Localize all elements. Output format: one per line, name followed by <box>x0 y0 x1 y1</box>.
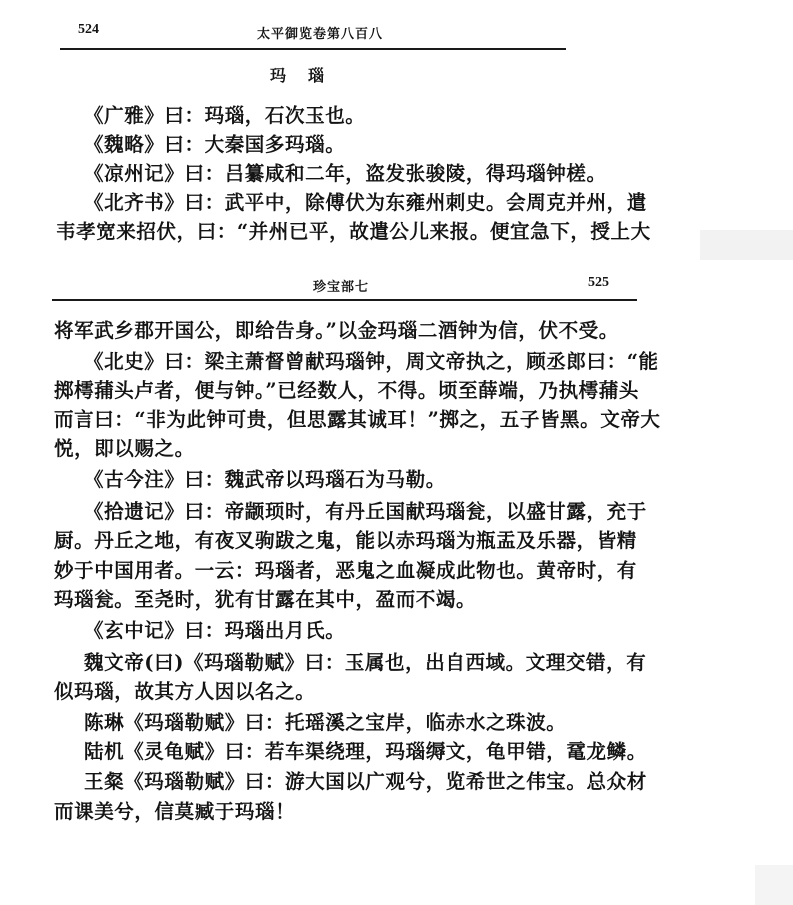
text-line: 《玄中记》曰：玛瑙出月氏。 <box>84 619 346 642</box>
text-line: 陈琳《玛瑙勒赋》曰：托瑶溪之宝岸，临赤水之珠波。 <box>84 711 567 734</box>
text-line: 魏文帝(曰)《玛瑙勒赋》曰：玉属也，出自西域。文理交错，有 <box>84 651 647 674</box>
text-line: 将军武乡郡开国公，即给告身。”以金玛瑙二酒钟为信，伏不受。 <box>54 319 619 342</box>
text-line: 掷樗蒱头卢者，便与钟。”已经数人，不得。顷至薛端，乃执樗蒱头 <box>54 379 639 402</box>
text-line: 悦，即以赐之。 <box>54 437 195 460</box>
page-number-top: 524 <box>78 22 99 37</box>
text-line: 韦孝宽来招伏，曰：“并州已平，故遣公儿来报。便宜急下，授上大 <box>56 220 651 243</box>
text-line: 《魏略》曰：大秦国多玛瑙。 <box>84 133 346 156</box>
text-line: 《北齐书》曰：武平中，除傅伏为东雍州刺史。会周克并州，遣 <box>84 191 647 214</box>
header-rule-top <box>60 48 566 50</box>
text-line: 《凉州记》曰：吕纂咸和二年，盗发张骏陵，得玛瑙钟槎。 <box>84 162 607 185</box>
running-head-bottom: 珍宝部七 <box>313 280 370 295</box>
text-line: 陆机《灵龟赋》曰：若车渠绕理，玛瑙缛文，龟甲错，鼋龙鳞。 <box>84 740 647 763</box>
text-line: 似玛瑙，故其方人因以名之。 <box>54 680 316 703</box>
section-title: 玛瑙 <box>270 66 347 85</box>
header-rule-bottom <box>52 299 637 301</box>
scan-shadow <box>700 230 793 260</box>
text-line: 而课美兮，信莫臧于玛瑙！ <box>54 800 296 823</box>
text-line: 玛瑙瓮。至尧时，犹有甘露在其中，盈而不竭。 <box>54 588 477 611</box>
text-line: 而言曰：“非为此钟可贵，但思露其诚耳！”掷之，五子皆黑。文帝大 <box>54 408 661 431</box>
page-number-bottom: 525 <box>588 275 609 290</box>
text-line: 王粲《玛瑙勒赋》曰：游大国以广观兮，览希世之伟宝。总众材 <box>84 770 647 793</box>
text-line: 《北史》曰：梁主萧督曾献玛瑙钟，周文帝执之，顾丞郎曰：“能 <box>84 350 659 373</box>
text-line: 《拾遗记》曰：帝颛顼时，有丹丘国献玛瑙瓮，以盛甘露，充于 <box>84 500 647 523</box>
text-line: 厨。丹丘之地，有夜叉驹跋之鬼，能以赤玛瑙为瓶盂及乐器，皆精 <box>54 529 637 552</box>
running-head-top: 太平御览卷第八百八 <box>257 27 384 42</box>
scan-shadow-corner <box>755 865 793 905</box>
text-line: 《古今注》曰：魏武帝以玛瑙石为马勒。 <box>84 468 446 491</box>
text-line: 妙于中国用者。一云：玛瑙者，恶鬼之血凝成此物也。黄帝时，有 <box>54 559 637 582</box>
text-line: 《广雅》曰：玛瑙，石次玉也。 <box>84 104 366 127</box>
